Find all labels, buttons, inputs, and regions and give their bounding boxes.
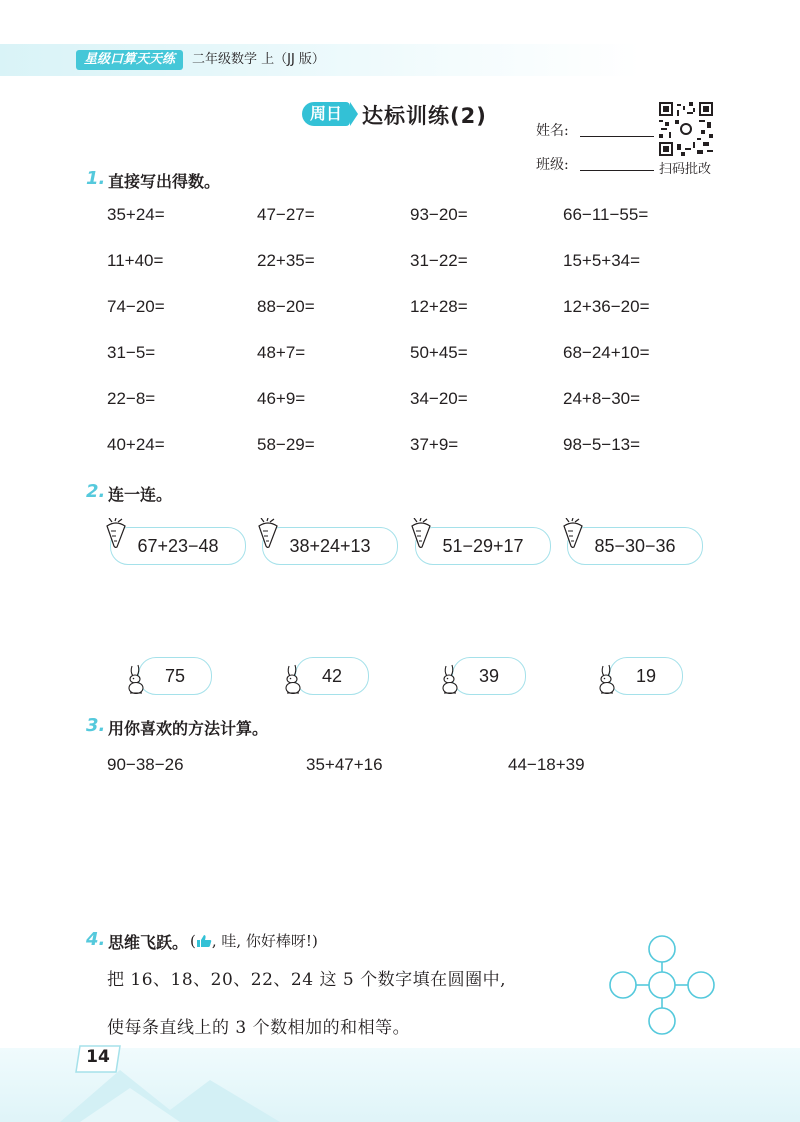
answer-text: 19	[635, 666, 657, 686]
mental-math-problem: 34−20=	[410, 389, 468, 408]
page-number: 14	[86, 1047, 110, 1067]
section3-heading: 用你喜欢的方法计算。	[108, 719, 269, 738]
section2-number: 2.	[86, 481, 106, 502]
mental-math-problem: 58−29=	[257, 435, 315, 454]
class-label: 班级:	[536, 157, 569, 173]
qr-code-icon[interactable]	[659, 102, 713, 156]
rabbit-icon	[124, 664, 148, 694]
mental-math-problem: 31−22=	[410, 251, 468, 270]
section3-number: 3.	[86, 715, 106, 736]
calc-problem: 90−38−26	[107, 755, 184, 774]
mental-math-problem: 48+7=	[257, 343, 306, 362]
mental-math-problem: 98−5−13=	[563, 435, 641, 454]
section4-heading: 思维飞跃。	[108, 933, 189, 952]
circle-cross-diagram	[606, 932, 718, 1038]
mental-math-problem: 24+8−30=	[563, 389, 641, 408]
mental-math-problem: 31−5=	[107, 343, 156, 362]
expression-card[interactable]	[110, 527, 246, 565]
class-field[interactable]	[580, 170, 654, 171]
answer-card[interactable]	[452, 657, 526, 695]
name-label: 姓名:	[536, 123, 569, 139]
rabbit-icon	[438, 664, 462, 694]
page-title: 达标训练(2)	[362, 104, 487, 128]
blank-circle-bottom	[649, 1008, 675, 1034]
expression-card[interactable]	[415, 527, 551, 565]
expression-text: 85−30−36	[594, 536, 676, 556]
section1-heading: 直接写出得数。	[108, 172, 221, 191]
mental-math-problem: 15+5+34=	[563, 251, 641, 270]
answer-card[interactable]	[138, 657, 212, 695]
rabbit-icon	[281, 664, 305, 694]
day-badge: 周日	[302, 102, 350, 126]
blank-circle-center	[649, 972, 675, 998]
encouragement-note	[190, 930, 318, 951]
mental-math-problem: 68−24+10=	[563, 343, 650, 362]
mental-math-problem: 35+24=	[107, 205, 165, 224]
mental-math-problem: 37+9=	[410, 435, 459, 454]
blank-circle-top	[649, 936, 675, 962]
answer-card[interactable]	[295, 657, 369, 695]
blank-circle-right	[688, 972, 714, 998]
name-field[interactable]	[580, 136, 654, 137]
mental-math-problem: 11+40=	[107, 251, 164, 270]
note-open-paren: (	[190, 931, 196, 950]
mental-math-problem: 12+36−20=	[563, 297, 650, 316]
mental-math-problem: 93−20=	[410, 205, 468, 224]
series-title: 星级口算天天练	[76, 50, 183, 70]
note-text: , 哇, 你好棒呀!)	[211, 932, 318, 950]
expression-card[interactable]	[567, 527, 703, 565]
mental-math-problem: 40+24=	[107, 435, 165, 454]
answer-card[interactable]	[609, 657, 683, 695]
thumbs-up-icon	[196, 934, 212, 948]
mental-math-problem: 66−11−55=	[563, 205, 649, 224]
mental-math-problem: 88−20=	[257, 297, 315, 316]
mental-math-problem: 74−20=	[107, 297, 165, 316]
expression-text: 51−29+17	[442, 536, 524, 556]
mental-math-problem: 22+35=	[257, 251, 315, 270]
puzzle-line-1: 把 16、18、20、22、24 这 5 个数字填在圆圈中,	[107, 970, 506, 990]
rabbit-icon	[595, 664, 619, 694]
mental-math-problem: 22−8=	[107, 389, 156, 408]
expression-text: 67+23−48	[137, 536, 219, 556]
answer-text: 75	[164, 666, 186, 686]
mental-math-problem: 12+28=	[410, 297, 468, 316]
expression-text: 38+24+13	[289, 536, 371, 556]
qr-caption: 扫码批改	[659, 162, 712, 177]
expression-card[interactable]	[262, 527, 398, 565]
section1-number: 1.	[86, 168, 106, 189]
calc-problem: 35+47+16	[306, 755, 383, 774]
section4-number: 4.	[86, 929, 106, 950]
puzzle-line-2: 使每条直线上的 3 个数相加的和相等。	[107, 1018, 411, 1038]
book-title: 二年级数学 上（JJ 版）	[192, 52, 325, 67]
mental-math-problem: 47−27=	[257, 205, 315, 224]
answer-text: 39	[478, 666, 500, 686]
mental-math-problem: 50+45=	[410, 343, 468, 362]
mental-math-problem: 46+9=	[257, 389, 306, 408]
section2-heading: 连一连。	[108, 485, 173, 504]
calc-problem: 44−18+39	[508, 755, 585, 774]
blank-circle-left	[610, 972, 636, 998]
answer-text: 42	[321, 666, 343, 686]
